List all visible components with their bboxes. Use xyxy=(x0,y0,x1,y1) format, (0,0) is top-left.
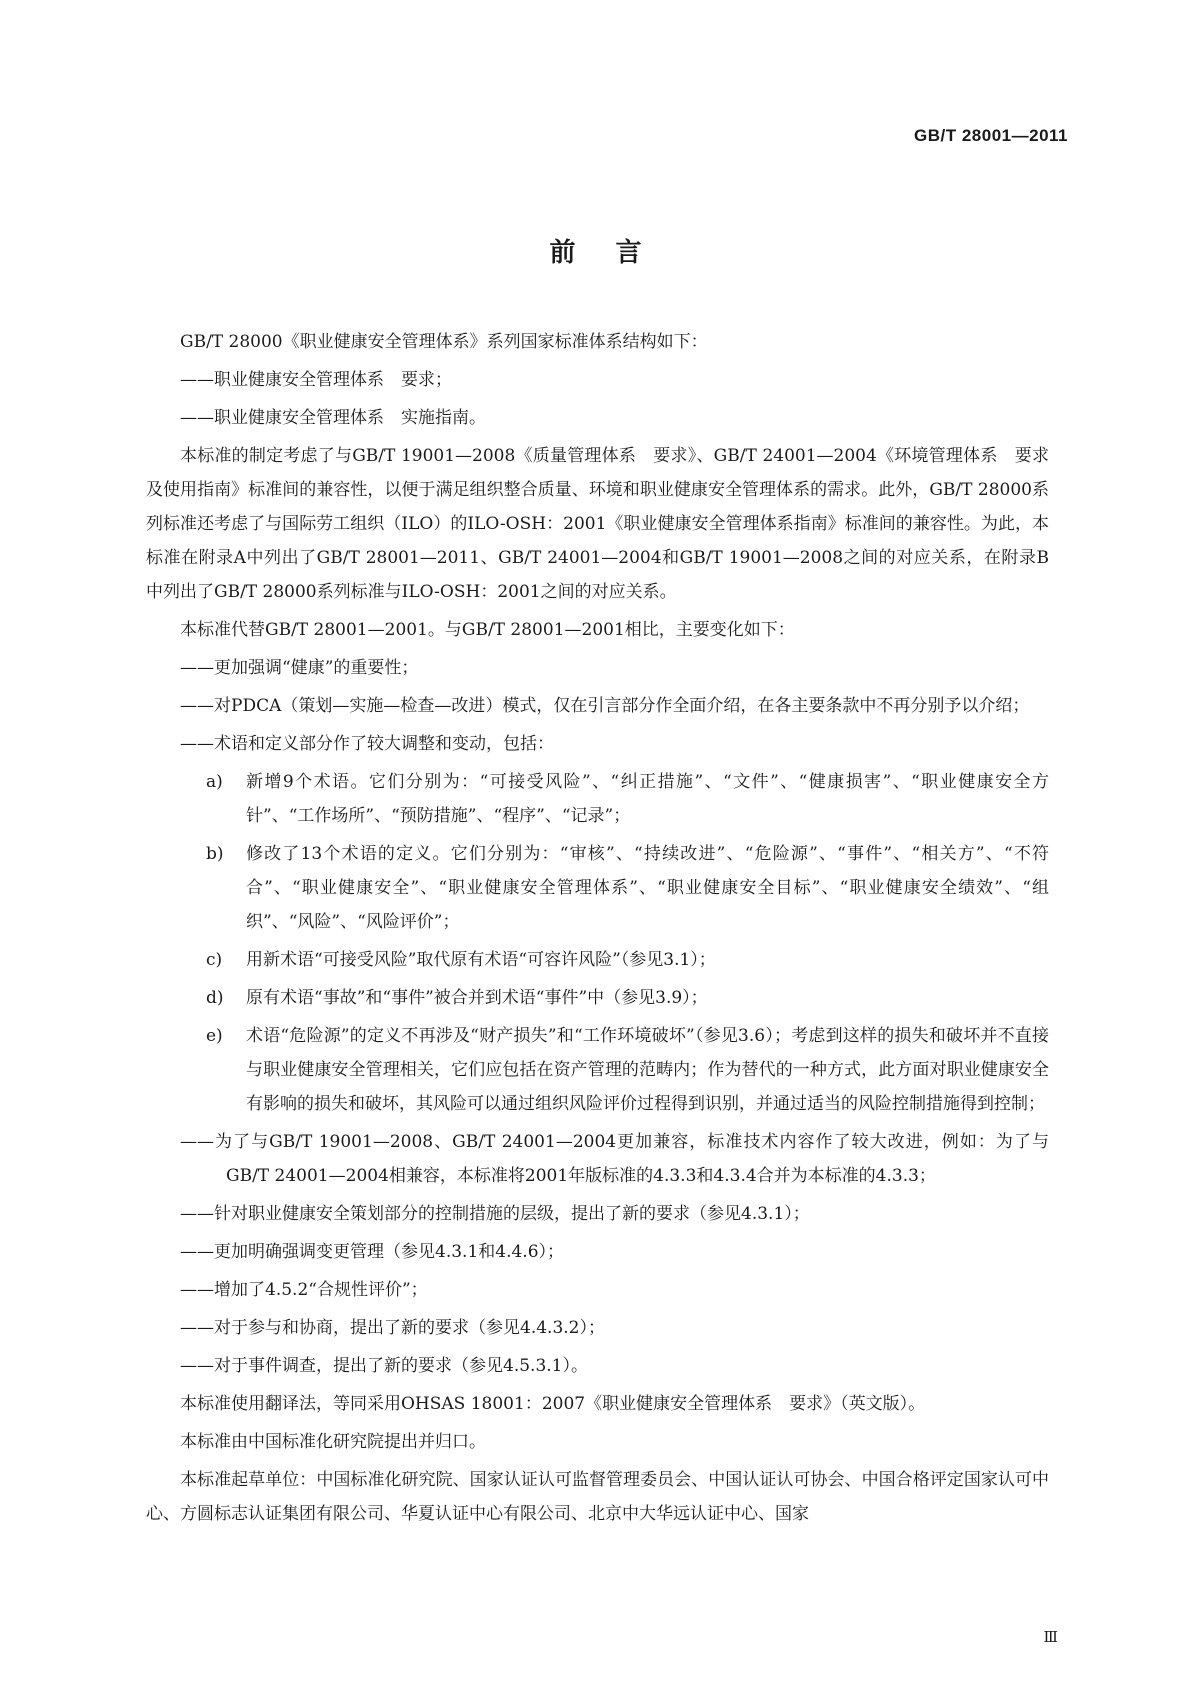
page-title: 前言 xyxy=(549,238,682,268)
dash-item: ——针对职业健康安全策划部分的控制措施的层级，提出了新的要求（参见4.3.1）； xyxy=(180,1204,810,1224)
paragraph: 本标准使用翻译法，等同采用OHSAS 18001：2007《职业健康安全管理体系 要求》（英文版）。 xyxy=(180,1394,926,1414)
paragraph: 本标准起草单位：中国标准化研究院、国家认证认可监督管理委员会、中国认证认可协会、中国合格评定国家认可中心、方圆标志认证集团有限公司、华夏认证中心有限公司、北京中大华远认证中心、国家 xyxy=(146,1470,1049,1524)
dash-item: ——对于参与和协商，提出了新的要求（参见4.4.3.2）； xyxy=(180,1318,605,1338)
dash-item: ——增加了4.5.2“合规性评价”； xyxy=(180,1280,428,1300)
sub-item-label: a) xyxy=(206,772,223,792)
dash-item: ——术语和定义部分作了较大调整和变动，包括： xyxy=(180,734,554,754)
dash-item: ——更加强调“健康”的重要性； xyxy=(180,658,419,678)
sub-item-text: 原有术语“事故”和“事件”被合并到术语“事件”中（参见3.9）； xyxy=(246,988,708,1008)
dash-item: ——职业健康安全管理体系 要求； xyxy=(180,370,452,390)
sub-item xyxy=(146,943,1049,977)
sub-item xyxy=(146,765,1049,833)
document-body xyxy=(146,325,1049,1535)
paragraph: 本标准的制定考虑了与GB/T 19001—2008《质量管理体系 要求》、GB/T 24001—2004《环境管理体系 要求及使用指南》标准间的兼容性，以便于满足组织整合质量、环境和职业健康安全管理体系的需求。此外，GB/T 28000系列标准还考虑了与国际劳工组织（ILO）的ILO-OSH：2001《职业健康安全管理体系指南》标准间的兼容性。为此，本标准在附录A中列出了GB/T 28001—2011、GB/T 24001—2004和GB/T 19001—2008之间的对应关系，在附录B中列出了GB/T 28000系列标准与ILO-OSH：2001之间的对应关系。 xyxy=(146,446,1049,602)
sub-item-label: e) xyxy=(206,1026,223,1046)
sub-item-text: 修改了13个术语的定义。它们分别为：“审核”、“持续改进”、“危险源”、“事件”、“相关方”、“不符合”、“职业健康安全”、“职业健康安全管理体系”、“职业健康安全目标”、“职业健康安全绩效”、“组织”、“风险”、“风险评价”； xyxy=(246,844,1049,932)
sub-item-text: 用新术语“可接受风险”取代原有术语“可容许风险”（参见3.1）； xyxy=(246,950,716,970)
dash-item: ——更加明确强调变更管理（参见4.3.1和4.4.6）； xyxy=(180,1242,565,1262)
paragraph: 本标准由中国标准化研究院提出并归口。 xyxy=(180,1432,486,1452)
sub-item-label: d) xyxy=(206,988,224,1008)
dash-item: ——为了与GB/T 19001—2008、GB/T 24001—2004更加兼容，标准技术内容作了较大改进，例如：为了与GB/T 24001—2004相兼容，本标准将2001年版标准的4.3.3和4.3.4合并为本标准的4.3.3； xyxy=(180,1132,1049,1186)
standard-code: GB/T 28001—2011 xyxy=(914,126,1068,145)
sub-item-text: 新增9个术语。它们分别为：“可接受风险”、“纠正措施”、“文件”、“健康损害”、“职业健康安全方针”、“工作场所”、“预防措施”、“程序”、“记录”； xyxy=(246,772,1049,826)
page-number: Ⅲ xyxy=(1043,1628,1058,1646)
sub-item xyxy=(146,837,1049,939)
sub-item-label: b) xyxy=(206,844,224,864)
paragraph: GB/T 28000《职业健康安全管理体系》系列国家标准体系结构如下： xyxy=(180,332,708,352)
sub-item-label: c) xyxy=(206,950,223,970)
dash-item: ——对于事件调查，提出了新的要求（参见4.5.3.1）。 xyxy=(180,1356,588,1376)
sub-item xyxy=(146,1019,1049,1121)
dash-item: ——对PDCA（策划—实施—检查—改进）模式，仅在引言部分作全面介绍，在各主要条款中不再分别予以介绍； xyxy=(180,696,1030,716)
sub-item-text: 术语“危险源”的定义不再涉及“财产损失”和“工作环境破坏”（参见3.6）；考虑到这样的损失和破坏并不直接与职业健康安全管理相关，它们应包括在资产管理的范畴内；作为替代的一种方式，此方面对职业健康安全有影响的损失和破坏，其风险可以通过组织风险评价过程得到识别，并通过适当的风险控制措施得到控制； xyxy=(246,1026,1049,1114)
dash-item: ——职业健康安全管理体系 实施指南。 xyxy=(180,408,486,428)
paragraph: 本标准代替GB/T 28001—2001。与GB/T 28001—2001相比，主要变化如下： xyxy=(180,620,795,640)
sub-item xyxy=(146,981,1049,1015)
